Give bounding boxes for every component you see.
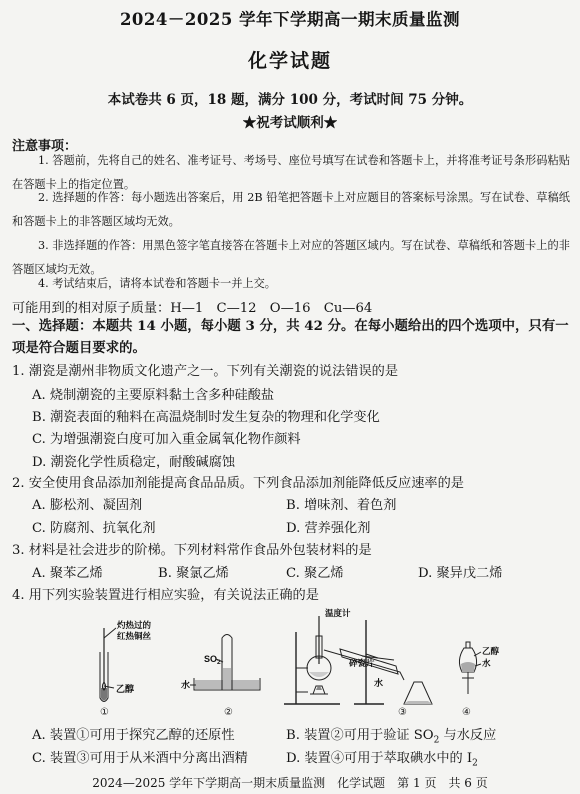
question-4-option-b <box>286 724 496 746</box>
apparatus-3-number: ③ <box>398 707 407 716</box>
water-label-2: 水 <box>181 680 191 690</box>
apparatus-4-number: ④ <box>462 707 471 716</box>
exam-intro: 本试卷共 6 页，18 题，满分 100 分，考试时间 75 分钟。 <box>107 92 473 108</box>
question-4-stem: 4. 用下列实验装置进行相应实验，有关说法正确的是 <box>12 588 319 603</box>
question-2-stem: 2. 安全使用食品添加剂能提高食品品质。下列食品添加剂能降低反应速率的是 <box>12 476 464 491</box>
ethanol-label: 乙醇 <box>116 684 135 694</box>
question-3-option-b: B. 聚氯乙烯 <box>158 566 229 581</box>
question-1-option-d: D. 潮瓷化学性质稳定，耐酸碱腐蚀 <box>32 455 236 470</box>
exam-title: 2024－2025 学年下学期高一期末质量监测 <box>119 10 461 29</box>
question-3-option-a: A. 聚苯乙烯 <box>32 566 103 581</box>
apparatus-3 <box>284 608 432 716</box>
question-4-option-c: C. 装置③可用于从米酒中分离出酒精 <box>32 751 248 766</box>
question-3-option-c: C. 聚乙烯 <box>286 566 344 581</box>
question-1-option-b: B. 潮瓷表面的釉料在高温烧制时发生复杂的物理和化学变化 <box>32 410 380 425</box>
atomic-masses: 可能用到的相对原子质量：H—1 C—12 O—16 Cu—64 <box>12 301 373 316</box>
copper-wire-label-1: 灼热过的 <box>117 620 152 630</box>
copper-wire-label-2: 红热铜丝 <box>117 631 152 641</box>
note-item: 3. 非选择题的作答：用黑色签字笔直接答在答题卡上对应的答题区域内。写在试卷、草稿纸和答题卡上的非答题区域均无效。 <box>12 239 570 276</box>
option-b-text: B. 装置②可用于验证 SO <box>286 728 434 743</box>
ethanol-label-4: 乙醇 <box>482 646 500 656</box>
water-label-4: 水 <box>482 658 491 668</box>
question-2-option-b: B. 增味剂、着色剂 <box>286 498 397 513</box>
apparatus-diagram <box>0 608 580 716</box>
question-2-option-a: A. 膨松剂、凝固剂 <box>32 498 143 513</box>
question-3-option-d: D. 聚异戊二烯 <box>418 566 503 581</box>
option-b-subscript: 2 <box>433 735 440 746</box>
option-b-text-end: 与水反应 <box>439 728 497 743</box>
page-footer: 2024—2025 学年下学期高一期末质量监测 化学试题 第 1 页 共 6 页 <box>92 776 488 790</box>
note-item: 1. 答题前，先将自己的姓名、准考证号、考场号、座位号填写在试卷和答题卡上，并将准考证号条形码粘贴在答题卡上的指定位置。 <box>12 154 570 191</box>
notes-heading: 注意事项： <box>12 139 78 154</box>
question-2-option-c: C. 防腐剂、抗氧化剂 <box>32 521 156 536</box>
question-4-option-a: A. 装置①可用于探究乙醇的还原性 <box>32 728 235 743</box>
apparatus-2 <box>181 635 260 717</box>
option-d-subscript: 2 <box>472 758 478 769</box>
apparatus-2-number: ② <box>224 707 233 716</box>
question-1-stem: 1. 潮瓷是潮州非物质文化遗产之一。下列有关潮瓷的说法错误的是 <box>12 364 399 379</box>
question-3-stem: 3. 材料是社会进步的阶梯。下列材料常作食品外包装材料的是 <box>12 543 372 558</box>
porcelain-chips-label: 碎瓷片 <box>349 658 375 668</box>
question-4-option-d <box>286 747 478 769</box>
apparatus-1-number: ① <box>100 707 109 716</box>
subject-title: 化学试题 <box>247 50 332 72</box>
question-2-option-d: D. 营养强化剂 <box>286 521 371 536</box>
note-item: 2. 选择题的作答：每小题选出答案后，用 2B 铅笔把答题卡上对应题目的答案标号涂黑。写在试卷、草稿纸和答题卡上的非答题区域均无效。 <box>12 191 570 228</box>
apparatus-1 <box>100 620 152 716</box>
question-1-option-a: A. 烧制潮瓷的主要原料黏土含多种硅酸盐 <box>32 388 275 403</box>
option-d-text: D. 装置④可用于萃取碘水中的 I <box>286 751 473 766</box>
so2-subscript: 2 <box>217 659 221 666</box>
section-heading: 一、选择题：本题共 14 小题，每小题 3 分，共 42 分。在每小题给出的四个选项中，只有一项是符合题目要求的。 <box>12 318 569 356</box>
question-1-option-c: C. 为增强潮瓷白度可加入重金属氧化物作颜料 <box>32 432 301 447</box>
apparatus-4 <box>459 642 499 716</box>
water-label-3: 水 <box>374 678 384 688</box>
note-item: 4. 考试结束后，请将本试卷和答题卡一并上交。 <box>38 277 276 290</box>
good-luck-line: ★祝考试顺利★ <box>242 115 338 131</box>
so2-label: SO <box>204 654 218 664</box>
thermometer-label: 温度计 <box>325 608 351 618</box>
